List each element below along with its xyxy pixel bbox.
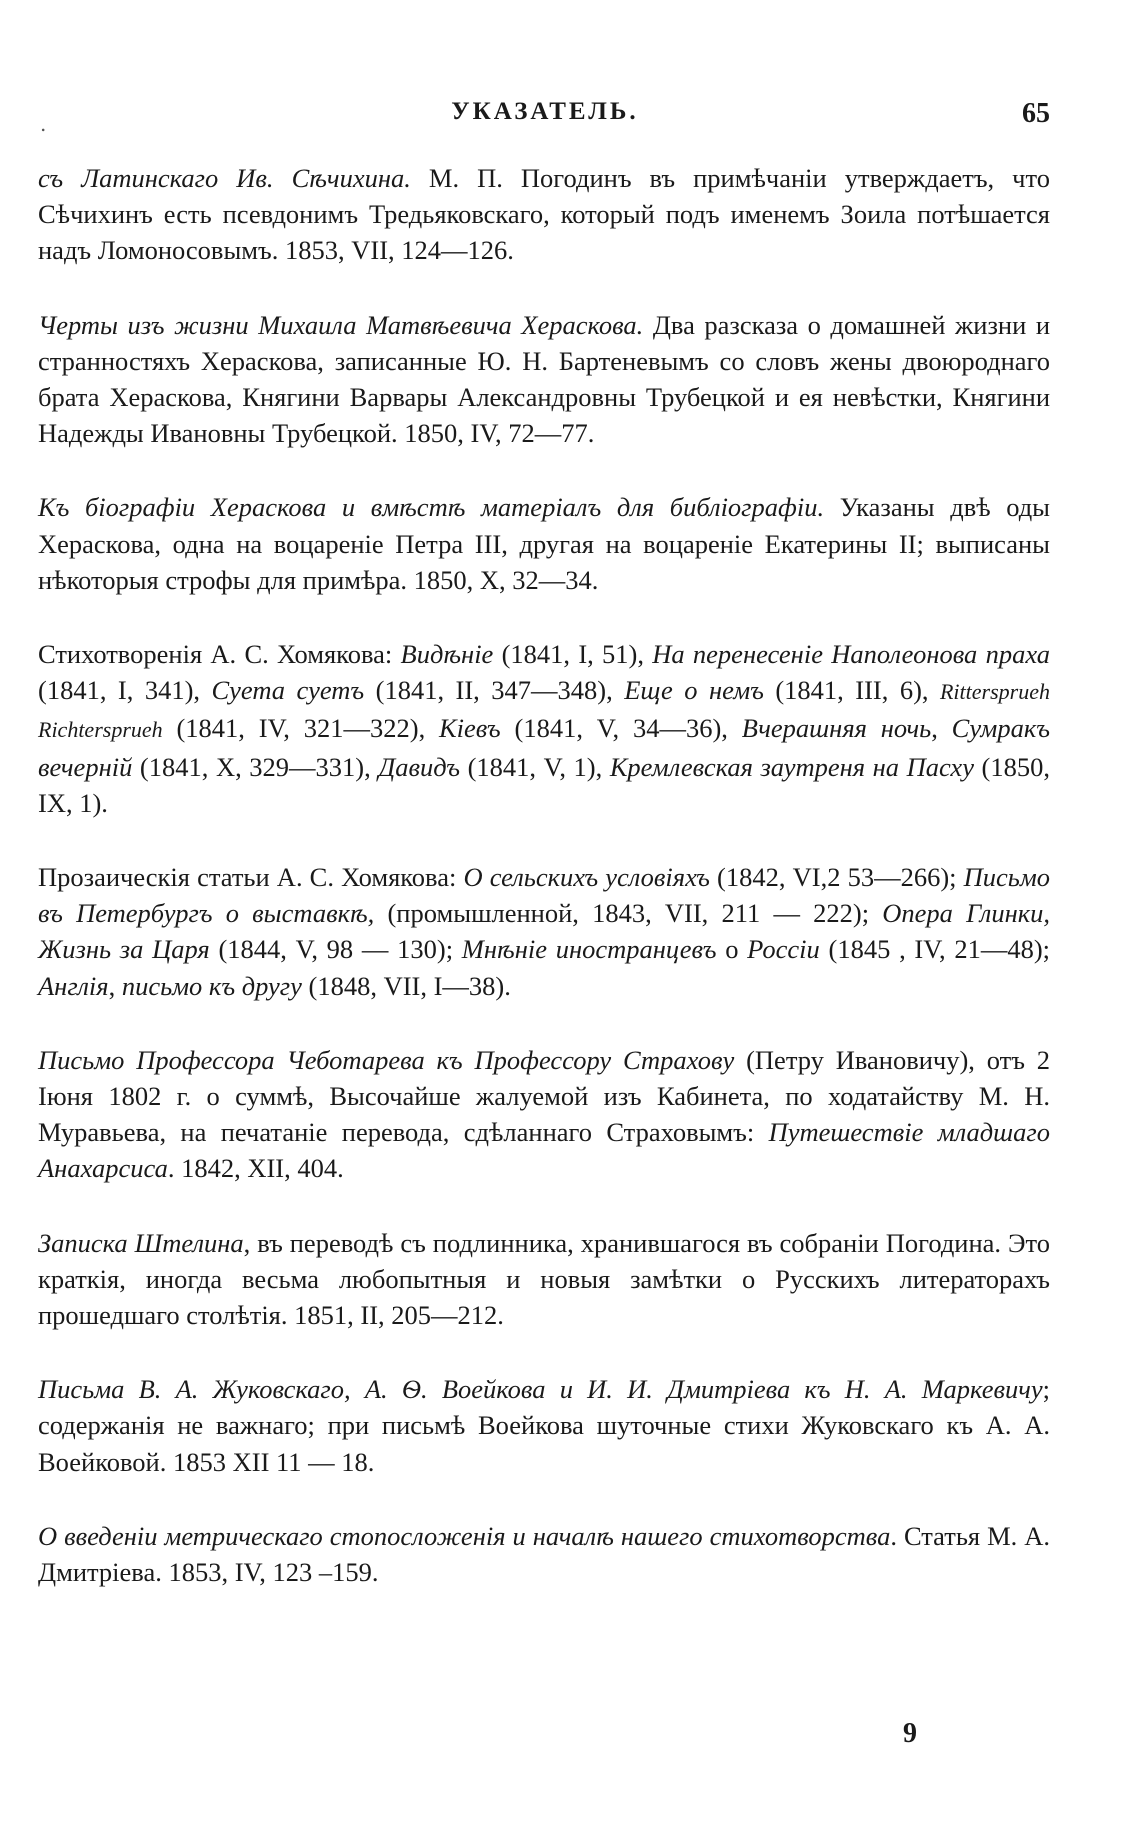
- entry-text: ,: [108, 970, 122, 1001]
- poem-title: Суета суетъ: [211, 675, 365, 706]
- index-body: [38, 160, 1050, 1628]
- entry-text: (промышленной, 1843, VII, 211 — 222);: [374, 898, 883, 929]
- index-entry-khomyakov-prose: [38, 859, 1050, 1004]
- poem-title: Кіевъ: [439, 713, 501, 744]
- entry-text: ,: [931, 713, 952, 744]
- running-title: УКАЗАТЕЛЬ.: [451, 98, 639, 125]
- article-title: Россіи: [747, 934, 820, 965]
- article-title: Англія: [38, 970, 109, 1001]
- entry-text: . 1842, XII, 404.: [167, 1153, 344, 1184]
- entry-text: (1841, IV, 321—322),: [162, 713, 440, 744]
- entry-text: (1841, V, 1),: [460, 751, 610, 782]
- index-entry-sechikhin: [38, 160, 1050, 269]
- entry-title: Письма В. А. Жуковскаго, А. Ѳ. Воейкова и И. И. Дмитріева къ Н. А. Маркевичу: [38, 1374, 1043, 1405]
- poem-title: Еще о немъ: [624, 675, 764, 706]
- page-header: [40, 98, 1050, 138]
- entry-text: о: [716, 934, 748, 965]
- poem-title: Rittersprueh Richtersprueh: [38, 679, 1050, 743]
- poem-title: На перенесеніе Наполеонова праха: [652, 639, 1050, 670]
- entry-title: Письмо Профессора Чеботарева къ Профессору Страхову: [38, 1044, 735, 1075]
- entry-title: Черты изъ жизни Михаила Матвѣевича Хераскова.: [38, 309, 644, 340]
- entry-title: Записка Штелина: [38, 1227, 244, 1258]
- index-entry-metrical-prosody: [38, 1518, 1050, 1590]
- index-entry-kheraskov-biography: [38, 489, 1050, 598]
- entry-title: О введеніи метрическаго стопосложенія и началѣ нашего стихотворства: [38, 1520, 891, 1551]
- entry-title: Къ біографіи Хераскова и вмѣстѣ матеріалъ для библіографіи.: [38, 492, 825, 523]
- poem-title: Вчерашняя ночь: [741, 713, 932, 744]
- poem-title: Видѣніе: [400, 639, 494, 670]
- article-title: письмо къ другу: [121, 970, 302, 1001]
- entry-text: (1841, I, 51),: [493, 639, 653, 670]
- entry-text: (1845 , IV, 21—48);: [819, 934, 1051, 965]
- entry-text: ; содержанія не важнаго; при письмѣ Воейкова шуточные стихи Жуковскаго къ А. А. Воейковой. 1853 XII 11 — 18.: [38, 1374, 1050, 1477]
- entry-text: (1844, V, 98 — 130);: [209, 934, 462, 965]
- entry-text: . Статья М. А. Дмитріева. 1853, IV, 123 –159.: [38, 1520, 1050, 1588]
- poem-title: Сумракъ вечерній: [38, 713, 1050, 782]
- entry-text: (1841, II, 347—348),: [364, 675, 625, 706]
- entry-text: (1848, VII, I—38).: [301, 970, 511, 1001]
- entry-text: М. П. Погодинъ въ примѣчаніи утверждаетъ, что Сѣчихинъ есть псевдонимъ Тредьяковскаго, который подъ именемъ Зоила потѣшается надъ Ломоносовымъ. 1853, VII, 124—126.: [38, 163, 1050, 266]
- article-title: О сельскихъ условіяхъ: [463, 862, 710, 893]
- entry-text: (Петру Ивановичу), отъ 2 Іюня 1802 г. о суммѣ, Высочайше жалуемой изъ Кабинета, по ходатайству М. Н. Муравьева, на печатаніе перевода, сдѣланнаго Страховымъ:: [38, 1044, 1050, 1148]
- entry-text: (1841, I, 341),: [38, 675, 212, 706]
- article-title: Мнѣніе иностранцевъ: [461, 934, 717, 965]
- entry-text: (1841, III, 6),: [763, 675, 940, 706]
- entry-text: Указаны двѣ оды Хераскова, одна на воцареніе Петра III, другая на воцареніе Екатерины II; выписаны нѣкоторыя строфы для примѣра. 1850, X, 32—34.: [38, 492, 1050, 595]
- index-entry-kheraskov-life: [38, 307, 1050, 452]
- entry-text: (1841, V, 34—36),: [500, 713, 742, 744]
- entry-text: (1850, IX, 1).: [38, 751, 1050, 818]
- entry-text: Прозаическія статьи А. С. Хомякова:: [38, 862, 464, 893]
- article-title: Опера Глинки, Жизнь за Царя: [38, 898, 1050, 965]
- entry-text: , въ переводѣ съ подлинника, хранившагося въ собраніи Погодина. Это краткія, иногда весьма любопытныя и новыя замѣтки о Русскихъ литераторахъ прошедшаго столѣтія. 1851, II, 205—212.: [38, 1227, 1050, 1331]
- entry-text: (1842, VI,2 53—266);: [709, 862, 964, 893]
- page-number: 65: [1022, 98, 1050, 129]
- article-title: Письмо въ Петербургъ о выставкѣ,: [38, 862, 1050, 929]
- book-title: Путешествіе младшаго Анахарсиса: [38, 1117, 1050, 1184]
- index-entry-chebotarev-letter: [38, 1042, 1050, 1187]
- poem-title: Давидъ: [378, 751, 461, 782]
- header-dot: .: [40, 112, 47, 136]
- entry-title: съ Латинскаго Ив. Сѣчихина.: [38, 163, 411, 193]
- index-entry-zhukovsky-letters: [38, 1371, 1050, 1480]
- index-entry-stehlin-notes: [38, 1225, 1050, 1334]
- entry-text: Стихотворенія А. С. Хомякова:: [38, 639, 401, 670]
- signature-mark: 9: [903, 1718, 917, 1749]
- index-entry-khomyakov-poems: [38, 636, 1050, 821]
- poem-title: Кремлевская заутреня на Пасху: [609, 751, 974, 782]
- entry-text: (1841, X, 329—331),: [132, 751, 379, 782]
- entry-text: Два разсказа о домашней жизни и странностяхъ Хераскова, записанные Ю. Н. Бартеневымъ со словъ жены двоюроднаго брата Хераскова, Княгини Варвары Александровны Трубецкой и ея невѣстки, Княгини Надежды Ивановны Трубецкой. 1850, IV, 72—77.: [38, 309, 1050, 449]
